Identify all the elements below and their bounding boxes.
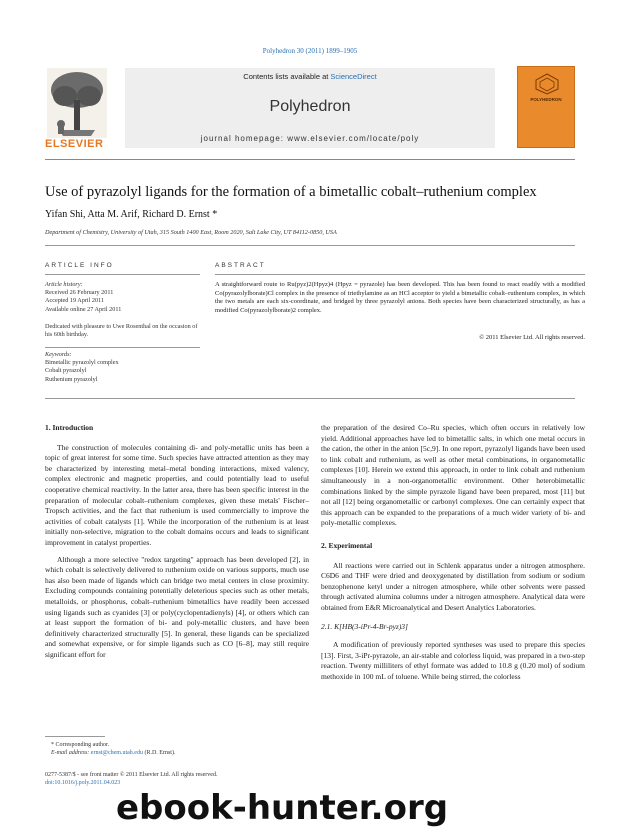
sciencedirect-link[interactable]: ScienceDirect <box>330 72 377 81</box>
body-paragraph: the preparation of the desired Co–Ru species, which often occurs in relatively low yield. Additional approaches have led to bimetallic salts, in which one metal occurs in the cation, the other in the anion [5c,9]. In one report, pyrazolyl ligands have been used to link cobalt and ruthenium, as well as other metal combinations, in organometallic complexes [10]. Herein we extend this approach, in order to link cobalt and ruthenium simultaneously in a non-organometallic environment. Other heterobimetallic combinations linked by the simple pyrazole ligand have been prepared, most [11] but not all [12] being organometallic or carbonyl complexes. One can certainly expect that this approach can be expanded to the preparations of a much wider variety of bi- and poly-metallic complexes. <box>321 423 585 528</box>
cover-polyhedron-icon <box>534 73 560 95</box>
body-paragraph: Although a more selective "redox targeting" approach has been developed [2], in which cobalt is selectively delivered to ruthenium oxide on various supports, much use has also been made of ligands which can bridge two metal centers in close proximity. Excluding compounds containing potentially deleterious species such as other metals, metalloids, or phosphorus, cobalt–ruthenium bimetallics have readily been accessed using ligands such as cyanides [3] or poly(cyclopentadienyls) [4], or others which can at least support the formation of bi- and poly-metallic clusters, and have been definitively characterized structurally [5]. In general, these ligands can be specialized and somewhat expensive, or for simple ligands such as CO [6–8], may still require significant effort for <box>45 554 309 659</box>
body-paragraph: A modification of previously reported syntheses was used to prepare this species [13]. First, 3-iPr-pyrazole, an air-stable and colorless liquid, was prepared in a two-step reaction. Twenty milliliters of ethyl formate was added to 10.8 g (0.20 mol) of sodium methoxide in 100 mL of toluene. While being stirred, the colorless <box>321 640 585 681</box>
section-heading-introduction: 1. Introduction <box>45 423 94 432</box>
right-column <box>321 423 585 688</box>
keyword: Ruthenium pyrazolyl <box>45 375 98 383</box>
email-suffix: (R.D. Ernst). <box>142 750 176 756</box>
article-title: Use of pyrazolyl ligands for the formation of a bimetallic cobalt–ruthenium complex <box>45 184 537 200</box>
keywords-heading: Keywords: <box>45 351 72 358</box>
journal-reference[interactable]: Polyhedron 30 (2011) 1899–1905 <box>262 47 358 55</box>
elsevier-tree-logo <box>45 66 109 146</box>
cover-title: POLYHEDRON <box>530 97 562 102</box>
contents-prefix: Contents lists available at <box>243 72 331 81</box>
divider <box>45 274 200 275</box>
received-date: Received 26 February 2011 <box>45 289 114 297</box>
section-heading-experimental: 2. Experimental <box>321 540 373 550</box>
contents-availability <box>125 72 495 81</box>
elsevier-wordmark: ELSEVIER <box>45 138 104 150</box>
author-affiliation: Department of Chemistry, University of Utah, 315 South 1400 East, Room 2020, Salt Lake City, UT 84112-0850, USA <box>45 229 337 236</box>
article-authors: Yifan Shi, Atta M. Arif, Richard D. Ernst * <box>45 209 218 220</box>
email-prefix: E-mail address: <box>51 750 91 756</box>
corresponding-author: * Corresponding author. <box>51 742 110 748</box>
abstract-copyright: © 2011 Elsevier Ltd. All rights reserved. <box>479 334 585 341</box>
doi-link[interactable]: doi:10.1016/j.poly.2011.04.023 <box>45 780 121 786</box>
abstract-text: A straightforward route to Ru(pyz)2(Hpyz)4 (Hpyz = pyrazole) has been developed. This has been found to react readily with a modified Co(pyrazolylborate)Cl complex in the presence of triethylamine as an HCl acceptor to yield a bimetallic cobalt–ruthenium complex, in which the two metals are each six-coordinate, and bridged by three pyrazolyl anions. Both species have been characterized structurally, as has a modified Co(pyrazolylborate)2 complex. <box>215 281 585 314</box>
keywords-box <box>45 351 200 384</box>
masthead-banner <box>125 68 495 148</box>
abstract-label: ABSTRACT <box>215 262 266 269</box>
journal-masthead <box>45 60 575 160</box>
journal-cover-thumbnail <box>517 66 575 148</box>
journal-title: Polyhedron <box>269 98 351 115</box>
footnote-divider <box>45 736 105 737</box>
divider <box>45 347 200 348</box>
body-paragraph: The construction of molecules containing di- and poly-metallic units has been a topic of great interest for some time. Such species have attracted attention as they may be characterized by interesting metal–metal bonding interactions, mixed valency, complex electronic and magnetic properties, and could potentially lead to useful cooperative chemical reactivity. In the latter area, there has been specific interest in the preparation of molecular cobalt–ruthenium complexes, given these metals' Fischer–Tropsch activities, and the fact that ruthenium is used commercially to improve the activities of cobalt catalysts [1]. While the incorporation of the ruthenium is at least initially non-selective, migration to the cobalt domains occurs and leads to significant improvement in catalyst properties. <box>45 442 309 547</box>
online-date: Available online 27 April 2011 <box>45 305 122 313</box>
issn-line: 0277-5387/$ - see front matter © 2011 Elsevier Ltd. All rights reserved. <box>45 772 218 778</box>
subsection-heading: 2.1. K[HB(3-iPr-4-Br-pyz)3] <box>321 621 408 631</box>
divider <box>215 274 585 275</box>
divider <box>45 245 575 246</box>
accepted-date: Accepted 19 April 2011 <box>45 297 105 305</box>
keyword: Cobalt pyrazolyl <box>45 367 87 375</box>
dedication: Dedicated with pleasure to Uwe Rosenthal on the occasion of his 60th birthday. <box>45 322 198 339</box>
body-paragraph: All reactions were carried out in Schlenk apparatus under a nitrogen atmosphere. C6D6 and THF were dried and deoxygenated by distillation from sodium or sodium benzophenone ketyl under a nitrogen atmosphere, while other solvents were passed through activated alumina columns under a nitrogen atmosphere. Analytical data were obtained from E&R Microanalytical and Desert Analytics Laboratories. <box>321 560 585 612</box>
divider <box>45 398 575 399</box>
journal-homepage[interactable]: journal homepage: www.elsevier.com/locate/poly <box>200 134 420 143</box>
article-history <box>45 281 200 339</box>
watermark-text: ebook-hunter.org <box>112 788 452 827</box>
keyword: Bimetallic pyrazolyl complex <box>45 359 119 367</box>
history-heading: Article history: <box>45 281 83 288</box>
issn-block <box>45 771 309 787</box>
article-info-label: ARTICLE INFO <box>45 262 114 269</box>
left-column <box>45 423 309 666</box>
author-email-link[interactable]: ernst@chem.utah.edu <box>90 750 143 756</box>
corresponding-footnote <box>45 741 309 757</box>
